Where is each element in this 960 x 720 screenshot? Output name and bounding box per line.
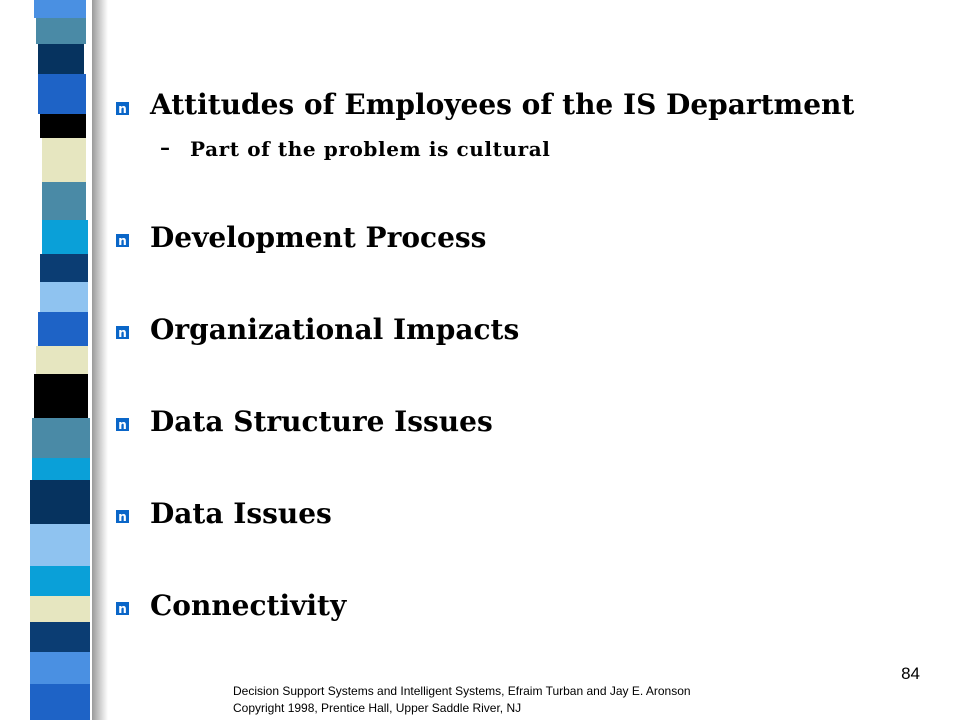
stripe-block	[32, 418, 90, 458]
stripe-block	[32, 458, 90, 480]
bullet-text: Data Structure Issues	[150, 405, 493, 438]
stripe-block	[30, 596, 90, 622]
stripe-block	[36, 346, 88, 374]
bullet-square-icon	[116, 510, 129, 523]
stripe-block	[34, 374, 88, 418]
footer-line: Decision Support Systems and Intelligent Systems, Efraim Turban and Jay E. Aronson	[233, 684, 691, 698]
bullet-square-icon	[116, 326, 129, 339]
stripe-block	[38, 312, 88, 346]
page-number: 84	[901, 664, 920, 683]
bullet-square-icon	[116, 102, 129, 115]
bullet-square-icon	[116, 418, 129, 431]
bullet-square-icon	[116, 602, 129, 615]
footer-line: Copyright 1998, Prentice Hall, Upper Saddle River, NJ	[233, 701, 522, 715]
stripe-block	[42, 220, 88, 254]
bullet-text: Connectivity	[150, 589, 347, 622]
stripe-block	[30, 480, 90, 524]
sub-bullet-dash: –	[160, 135, 170, 159]
stripe-block	[30, 684, 90, 720]
bullet-marker: n	[118, 233, 127, 248]
stripe-block	[42, 182, 86, 220]
stripe-block	[30, 652, 90, 684]
bullet-square-icon	[116, 234, 129, 247]
bullet-text: Attitudes of Employees of the IS Department	[150, 88, 855, 121]
stripe-block	[30, 524, 90, 566]
bullet-marker: n	[118, 417, 127, 432]
stripe-block	[40, 254, 88, 282]
stripe-block	[36, 18, 86, 44]
bullet-marker: n	[118, 601, 127, 616]
bullet-marker: n	[118, 325, 127, 340]
bullet-text: Data Issues	[150, 497, 332, 530]
stripe-block	[30, 566, 90, 596]
stripe-block	[38, 44, 84, 74]
bullet-marker: n	[118, 509, 127, 524]
stripe-block	[30, 622, 90, 652]
decorative-stripe	[30, 0, 92, 720]
bullet-text: Organizational Impacts	[150, 313, 520, 346]
stripe-shadow	[92, 0, 108, 720]
bullet-marker: n	[118, 101, 127, 116]
stripe-block	[40, 114, 86, 138]
footer-citation	[233, 683, 691, 717]
stripe-block	[38, 74, 86, 114]
stripe-block	[34, 0, 86, 18]
stripe-block	[42, 138, 86, 182]
bullet-text: Development Process	[150, 221, 487, 254]
sub-bullet-text: Part of the problem is cultural	[190, 137, 551, 161]
stripe-block	[40, 282, 88, 312]
